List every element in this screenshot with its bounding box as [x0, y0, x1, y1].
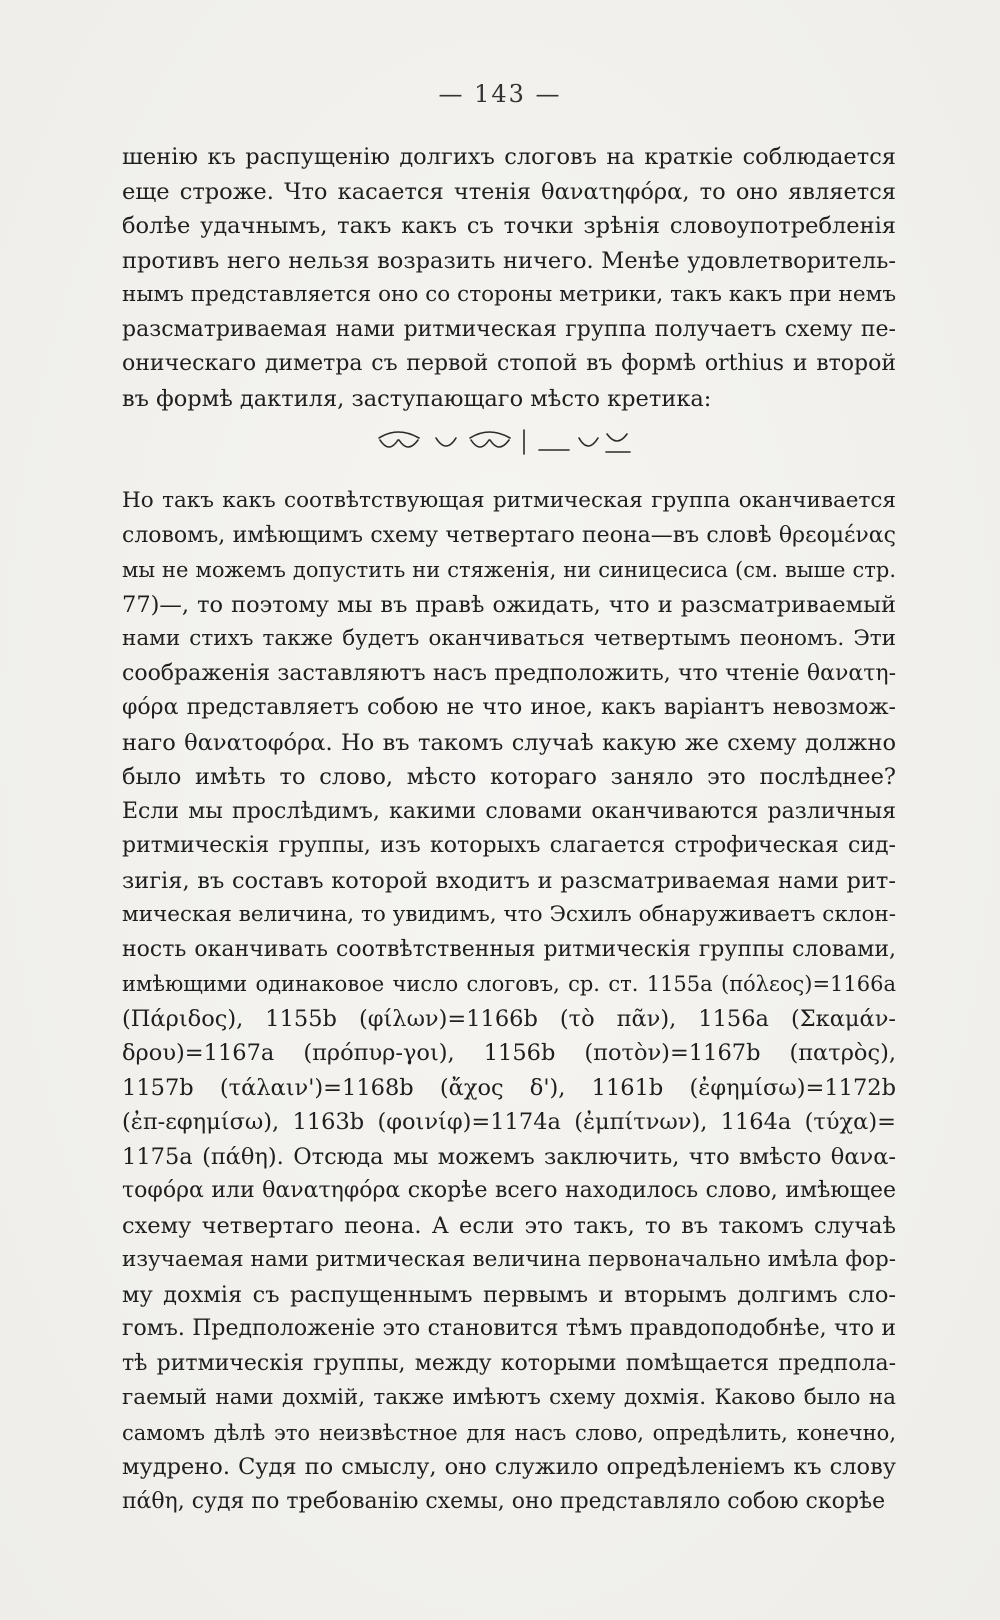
text-line: 1157b (τάλαιν')=1168b (ἄχος δ'), 1161b (ἐφημίσω)=1172b [122, 1074, 896, 1101]
text-line: (ἐπ-εφημίσω), 1163b (φοινίφ)=1174a (ἐμπίτνων), 1164a (τύχα)= [122, 1109, 896, 1135]
text-line: δρου)=1167a (πρόπυρ-γοι), 1156b (ποτὸν)=1167b (πατρὸς), [122, 1040, 896, 1066]
page-number: — 143 — [438, 80, 562, 108]
text-line: схему четвертаго пеона. А если это такъ, то въ такомъ случаѣ [122, 1212, 896, 1239]
text-line: 1175a (πάθη). Отсюда мы можемъ заключить, что вмѣсто θανα- [122, 1143, 896, 1170]
metrical-scheme-icon [374, 424, 644, 464]
text-line: ность оканчивать соотвѣтственныя ритмическія группы словами, [122, 936, 896, 962]
text-line: было имѣть то слово, мѣсто котораго заняло это послѣднее? [122, 764, 896, 790]
paragraph-2 [122, 484, 896, 1519]
text-line: 77)—, то поэтому мы въ правѣ ожидать, что и разсматриваемый [122, 591, 896, 618]
text-line: еще строже. Что касается чтенія θανατηφόρα, то оно является [122, 178, 896, 205]
text-line: Если мы прослѣдимъ, какими словами оканчиваются различныя [122, 798, 896, 824]
metrical-scheme [122, 416, 896, 484]
text-line: въ формѣ дактиля, заступающаго мѣсто кретика: [122, 385, 712, 412]
text-line: шенію къ распущенію долгихъ слоговъ на краткіе соблюдается [122, 144, 896, 170]
text-line: изучаемая нами ритмическая величина первоначально имѣла фор- [122, 1247, 896, 1272]
text-line: тѣ ритмическія группы, между которыми помѣщается предпола- [122, 1350, 896, 1376]
body-text [122, 140, 896, 1519]
text-line: мы не можемъ допустить ни стяженія, ни синицесиса (см. выше стр. [122, 558, 896, 582]
text-line: φόρα представляетъ собою не что иное, какъ варіантъ невозмож- [122, 695, 896, 720]
text-line: мудрено. Судя по смыслу, оно служило опредѣленіемъ къ слову [122, 1454, 896, 1480]
paragraph-1 [122, 140, 896, 416]
text-line: πάθη, судя по требованію схемы, оно представляло собою скорѣе [122, 1488, 886, 1514]
text-line: самомъ дѣлѣ это неизвѣстное для насъ слово, опредѣлить, конечно, [122, 1420, 896, 1445]
text-line: τοφόρα или θανατηφόρα скорѣе всего находилось слово, имѣющее [122, 1178, 896, 1203]
text-line: Но такъ какъ соотвѣтствующая ритмическая группа оканчивается [122, 488, 896, 513]
text-line: (Πάριδος), 1155b (φίλων)=1166b (τὸ πᾶν), 1156a (Σκαμάν- [122, 1005, 896, 1032]
text-line: зигія, въ составъ которой входитъ и разсматриваемая нами рит- [122, 867, 896, 894]
text-line: нами стихъ также будетъ оканчиваться четвертымъ пеономъ. Эти [122, 626, 896, 651]
text-line: соображенія заставляютъ насъ предположить, что чтеніе θανατη- [122, 660, 896, 686]
text-line: словомъ, имѣющимъ схему четвертаго пеона—въ словѣ θρεομένας [122, 522, 896, 548]
text-line: болѣе удачнымъ, такъ какъ съ точки зрѣнія словоупотребленія [122, 213, 896, 239]
text-line: противъ него нельзя возразить ничего. Менѣе удовлетворитель- [122, 247, 896, 274]
text-line: му дохмія съ распущеннымъ первымъ и вторымъ долгимъ сло- [122, 1281, 896, 1308]
text-line: имѣющими одинаковое число слоговъ, ср. ст. 1155a (πόλεος)=1166a [122, 972, 896, 996]
text-line: разсматриваемая нами ритмическая группа получаетъ схему пе- [122, 316, 896, 342]
text-line: наго θανατοφόρα. Но въ такомъ случаѣ какую же схему должно [122, 729, 896, 756]
text-line: гомъ. Предположеніе это становится тѣмъ правдоподобнѣе, что и [122, 1316, 896, 1341]
text-line: мическая величина, то увидимъ, что Эсхилъ обнаруживаетъ склон- [122, 902, 896, 927]
text-line: нымъ представляется оно со стороны метрики, такъ какъ при немъ [122, 282, 896, 307]
text-line: оническаго диметра съ первой стопой въ формѣ orthius и второй [122, 351, 896, 376]
text-line: гаемый нами дохмій, также имѣютъ схему дохмія. Каково было на [122, 1385, 896, 1410]
text-line: ритмическія группы, изъ которыхъ слагается строфическая сид- [122, 833, 896, 858]
